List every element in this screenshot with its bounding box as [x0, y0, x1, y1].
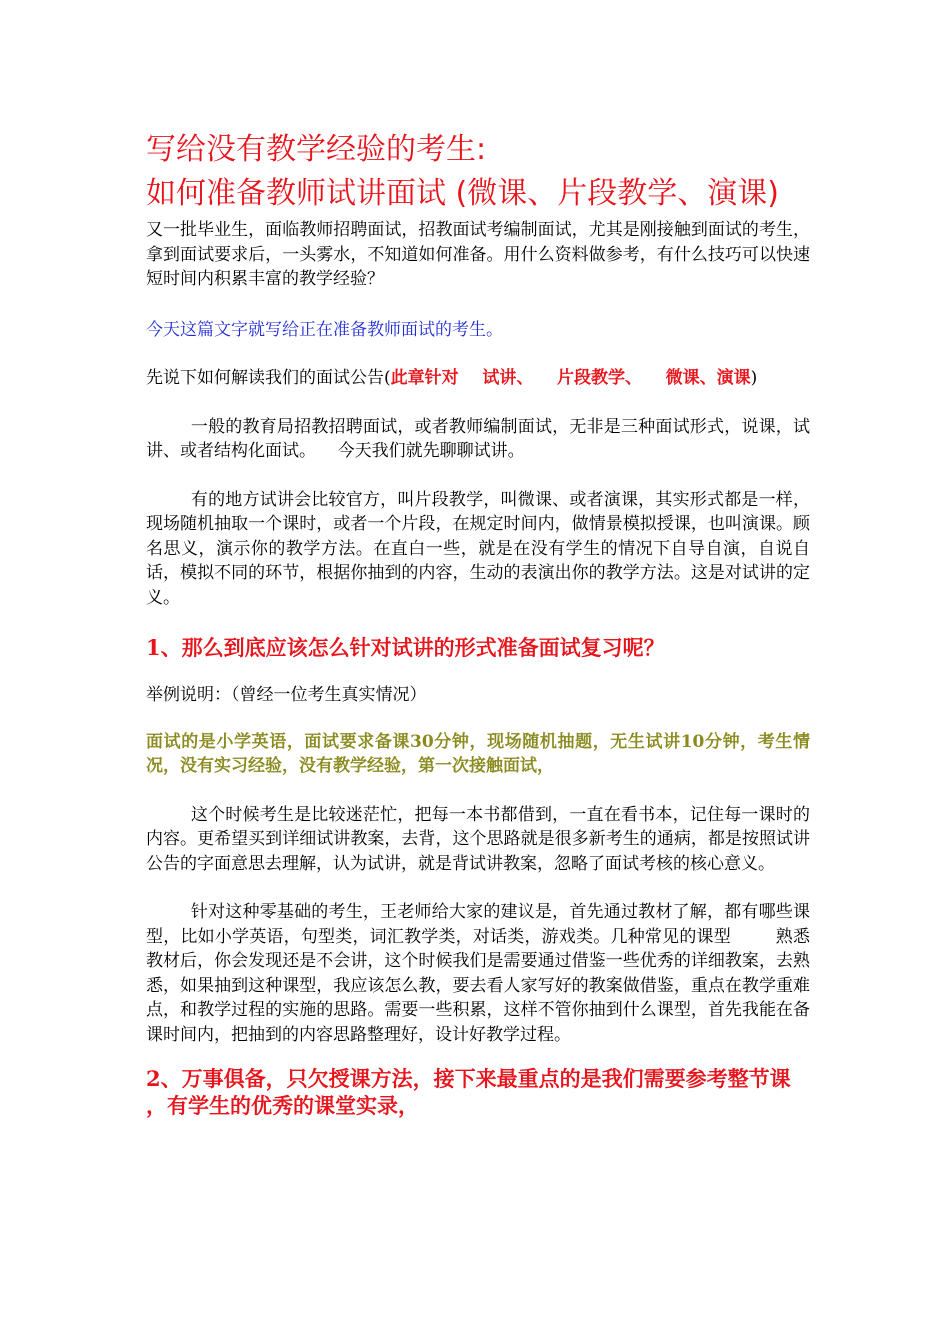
example-label: 举例说明：（曾经一位考生真实情况）	[146, 685, 427, 705]
announcement-line	[146, 366, 810, 391]
announcement-suffix: )	[750, 368, 758, 388]
document-title-line2: 如何准备教师试讲面试 (微课、片段教学、演课)	[146, 176, 779, 211]
forms-paragraph: 一般的教育局招教招聘面试，或者教师编制面试，无非是三种面试形式，说课，试讲、或者结构化面试。 今天我们就先聊聊试讲。	[146, 416, 811, 461]
dedication-line: 今天这篇文字就写给正在准备教师面试的考生。	[146, 319, 503, 340]
definition-paragraph: 有的地方试讲会比较官方，叫片段教学，叫微课、或者演课，其实形式都是一样，现场随机抽取一个课时，或者一个片段，在规定时间内，做情景模拟授课，也叫演课。顾名思义，演示你的教学方法。在直白一些，就是在没有学生的情况下自导自演，自说自话，模拟不同的环节，根据你抽到的内容，生动的表演出你的教学方法。这是对试讲的定义。	[146, 489, 811, 608]
intro-paragraph: 又一批毕业生，面临教师招聘面试，招教面试考编制面试，尤其是刚接触到面试的考生，拿到面试要求后，一头雾水，不知道如何准备。用什么资料做参考，有什么技巧可以快速短时间内积累丰富的教学经验？	[146, 220, 810, 289]
announcement-highlight: 此章针对 试讲、 片段教学、 微课、演课	[390, 368, 751, 388]
example-case: 面试的是小学英语，面试要求备课30分钟，现场随机抽题，无生试讲10分钟，考生情况，没有实习经验，没有教学经验，第一次接触面试，	[146, 731, 810, 776]
document-title-line1: 写给没有教学经验的考生:	[146, 132, 487, 167]
section-heading-1: 1、那么到底应该怎么针对试讲的形式准备面试复习呢？	[146, 635, 665, 660]
advice-paragraph: 针对这种零基础的考生，王老师给大家的建议是，首先通过教材了解，都有哪些课型，比如小学英语，句型类，词汇教学类，对话类，游戏类。几种常见的课型 熟悉教材后，你会发现还是不会讲，这个时候我们是需要通过借鉴一些优秀的详细教案，去熟悉，如果抽到这种课型，我应该怎么教，要去看人家写好的教案做借鉴，重点在教学重难点，和教学过程的实施的思路。需要一些积累，这样不管你抽到什么课型，首先我能在备课时间内，把抽到的内容思路整理好，设计好教学过程。	[146, 902, 811, 1045]
confused-paragraph: 这个时候考生是比较迷茫忙，把每一本书都借到，一直在看书本，记住每一课时的内容。更希望买到详细试讲教案，去背，这个思路就是很多新考生的通病，都是按照试讲公告的字面意思去理解，认为试讲，就是背试讲教案，忽略了面试考核的核心意义。	[146, 804, 811, 874]
announcement-prefix: 先说下如何解读我们的面试公告(	[146, 368, 391, 388]
document-page	[146, 128, 820, 1119]
section-heading-2: 2、万事俱备，只欠授课方法，接下来最重点的是我们需要参考整节课 ，有学生的优秀的课堂实录，	[146, 1066, 820, 1118]
